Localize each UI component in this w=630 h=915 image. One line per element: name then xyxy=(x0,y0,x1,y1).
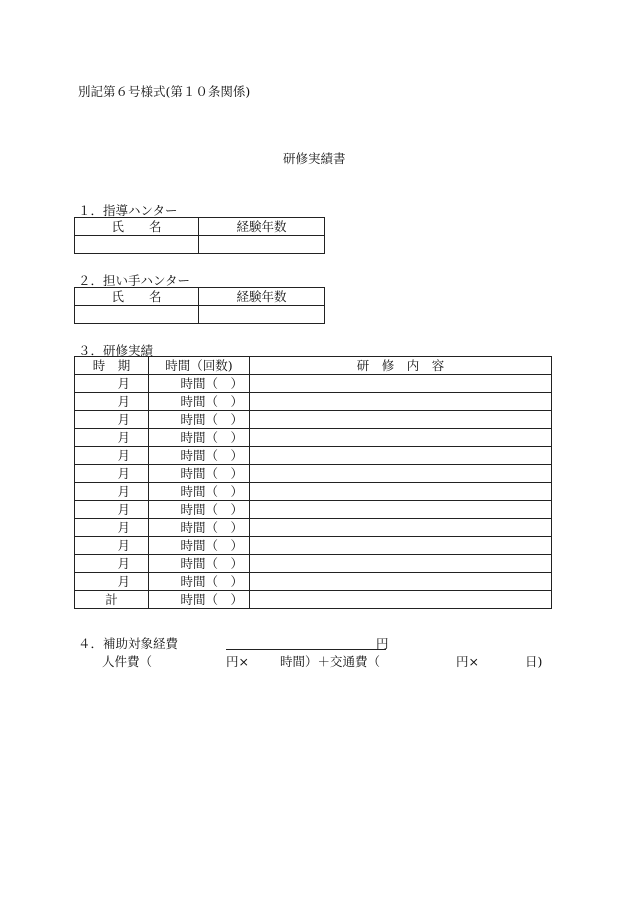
formula-yen-times: 円× xyxy=(226,654,249,669)
formula-hours: 時間）＋交通費（ xyxy=(280,654,381,669)
month-cell[interactable]: 月 xyxy=(75,537,149,555)
record-row xyxy=(75,483,552,501)
month-cell[interactable]: 月 xyxy=(75,375,149,393)
month-cell[interactable]: 月 xyxy=(75,429,149,447)
time-cell[interactable]: 時間（ ） xyxy=(149,501,250,519)
month-cell[interactable]: 月 xyxy=(75,393,149,411)
content-cell[interactable] xyxy=(250,555,552,573)
training-record-table xyxy=(74,356,552,609)
month-cell[interactable]: 月 xyxy=(75,501,149,519)
yen-unit: 円 xyxy=(376,636,389,651)
time-header: 時間（回数) xyxy=(149,357,250,375)
time-cell[interactable]: 時間（ ） xyxy=(149,483,250,501)
month-cell[interactable]: 月 xyxy=(75,519,149,537)
content-cell[interactable] xyxy=(250,411,552,429)
record-row xyxy=(75,465,552,483)
time-cell[interactable]: 時間（ ） xyxy=(149,591,250,609)
years-header: 経験年数 xyxy=(199,288,325,306)
trainee-years-cell[interactable] xyxy=(199,306,325,324)
record-row xyxy=(75,537,552,555)
total-row xyxy=(75,591,552,609)
month-cell[interactable]: 月 xyxy=(75,447,149,465)
content-cell[interactable] xyxy=(250,465,552,483)
record-row xyxy=(75,501,552,519)
section1-heading: １．指導ハンター xyxy=(78,203,178,218)
record-row xyxy=(75,447,552,465)
form-reference: 別記第６号様式(第１０条関係) xyxy=(78,84,251,99)
formula-personnel: 人件費（ xyxy=(102,654,153,669)
time-cell[interactable]: 時間（ ） xyxy=(149,465,250,483)
name-header: 氏 名 xyxy=(75,218,199,236)
total-label: 計 xyxy=(75,591,149,609)
section2-heading: ２．担い手ハンター xyxy=(78,273,191,288)
content-header: 研 修 内 容 xyxy=(250,357,552,375)
period-header: 時 期 xyxy=(75,357,149,375)
content-cell[interactable] xyxy=(250,519,552,537)
section3-heading: ３．研修実績 xyxy=(78,343,154,358)
content-cell[interactable] xyxy=(250,483,552,501)
content-cell[interactable] xyxy=(250,573,552,591)
content-cell[interactable] xyxy=(250,591,552,609)
content-cell[interactable] xyxy=(250,537,552,555)
month-cell[interactable]: 月 xyxy=(75,465,149,483)
formula-days: 日) xyxy=(525,654,543,669)
record-row xyxy=(75,375,552,393)
trainee-table xyxy=(74,287,325,324)
record-row xyxy=(75,393,552,411)
content-cell[interactable] xyxy=(250,375,552,393)
time-cell[interactable]: 時間（ ） xyxy=(149,393,250,411)
content-cell[interactable] xyxy=(250,429,552,447)
record-row xyxy=(75,519,552,537)
time-cell[interactable]: 時間（ ） xyxy=(149,429,250,447)
years-header: 経験年数 xyxy=(199,218,325,236)
name-header: 氏 名 xyxy=(75,288,199,306)
instructor-years-cell[interactable] xyxy=(199,236,325,254)
month-cell[interactable]: 月 xyxy=(75,411,149,429)
content-cell[interactable] xyxy=(250,501,552,519)
time-cell[interactable]: 時間（ ） xyxy=(149,519,250,537)
time-cell[interactable]: 時間（ ） xyxy=(149,573,250,591)
document-title: 研修実績書 xyxy=(283,151,346,166)
trainee-name-cell[interactable] xyxy=(75,306,199,324)
formula-yen-times-2: 円× xyxy=(456,654,479,669)
record-row xyxy=(75,555,552,573)
month-cell[interactable]: 月 xyxy=(75,573,149,591)
time-cell[interactable]: 時間（ ） xyxy=(149,537,250,555)
record-row xyxy=(75,411,552,429)
time-cell[interactable]: 時間（ ） xyxy=(149,375,250,393)
content-cell[interactable] xyxy=(250,447,552,465)
instructor-table xyxy=(74,217,325,254)
section4-heading: ４．補助対象経費 xyxy=(78,636,179,651)
record-row xyxy=(75,429,552,447)
instructor-name-cell[interactable] xyxy=(75,236,199,254)
time-cell[interactable]: 時間（ ） xyxy=(149,555,250,573)
amount-field[interactable] xyxy=(226,634,386,650)
month-cell[interactable]: 月 xyxy=(75,483,149,501)
record-row xyxy=(75,573,552,591)
time-cell[interactable]: 時間（ ） xyxy=(149,411,250,429)
content-cell[interactable] xyxy=(250,393,552,411)
time-cell[interactable]: 時間（ ） xyxy=(149,447,250,465)
month-cell[interactable]: 月 xyxy=(75,555,149,573)
